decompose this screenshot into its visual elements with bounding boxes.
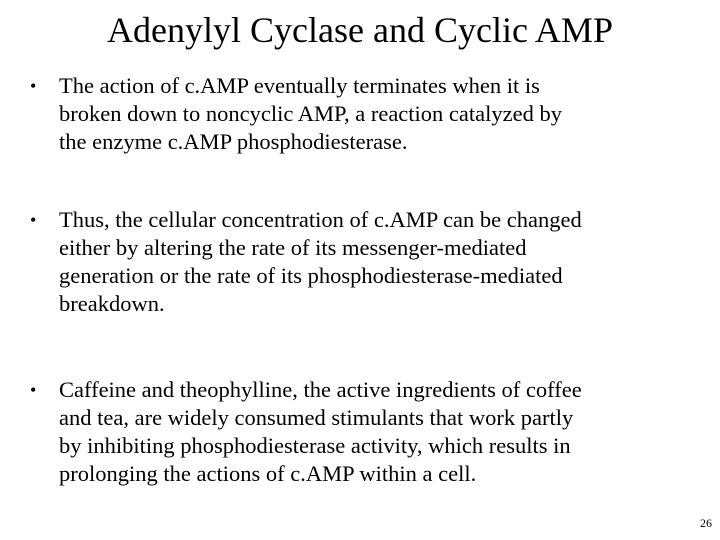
bullet-icon: •	[30, 76, 37, 96]
bullet-text: The action of c.AMP eventually terminates when it is broken down to noncyclic AMP, a reaction catalyzed by the enzyme c.AMP phosphodiesterase.	[59, 73, 562, 154]
slide-number: 26	[700, 516, 712, 530]
bullet-text: Caffeine and theophylline, the active ingredients of coffee and tea, are widely consumed stimulants that work partly by inhibiting phosphodiesterase activity, which results in prolonging the actions of c.AMP within a cell.	[59, 377, 582, 486]
bullet-icon: •	[30, 210, 37, 230]
bullet-item	[30, 206, 670, 318]
slide-title: Adenylyl Cyclase and Cyclic AMP	[107, 10, 613, 50]
bullet-item	[30, 72, 670, 156]
bullet-item	[30, 376, 670, 488]
bullet-icon: •	[30, 380, 37, 400]
bullet-text: Thus, the cellular concentration of c.AMP can be changed either by altering the rate of its messenger-mediated generation or the rate of its phosphodiesterase-mediated breakdown.	[59, 207, 582, 316]
